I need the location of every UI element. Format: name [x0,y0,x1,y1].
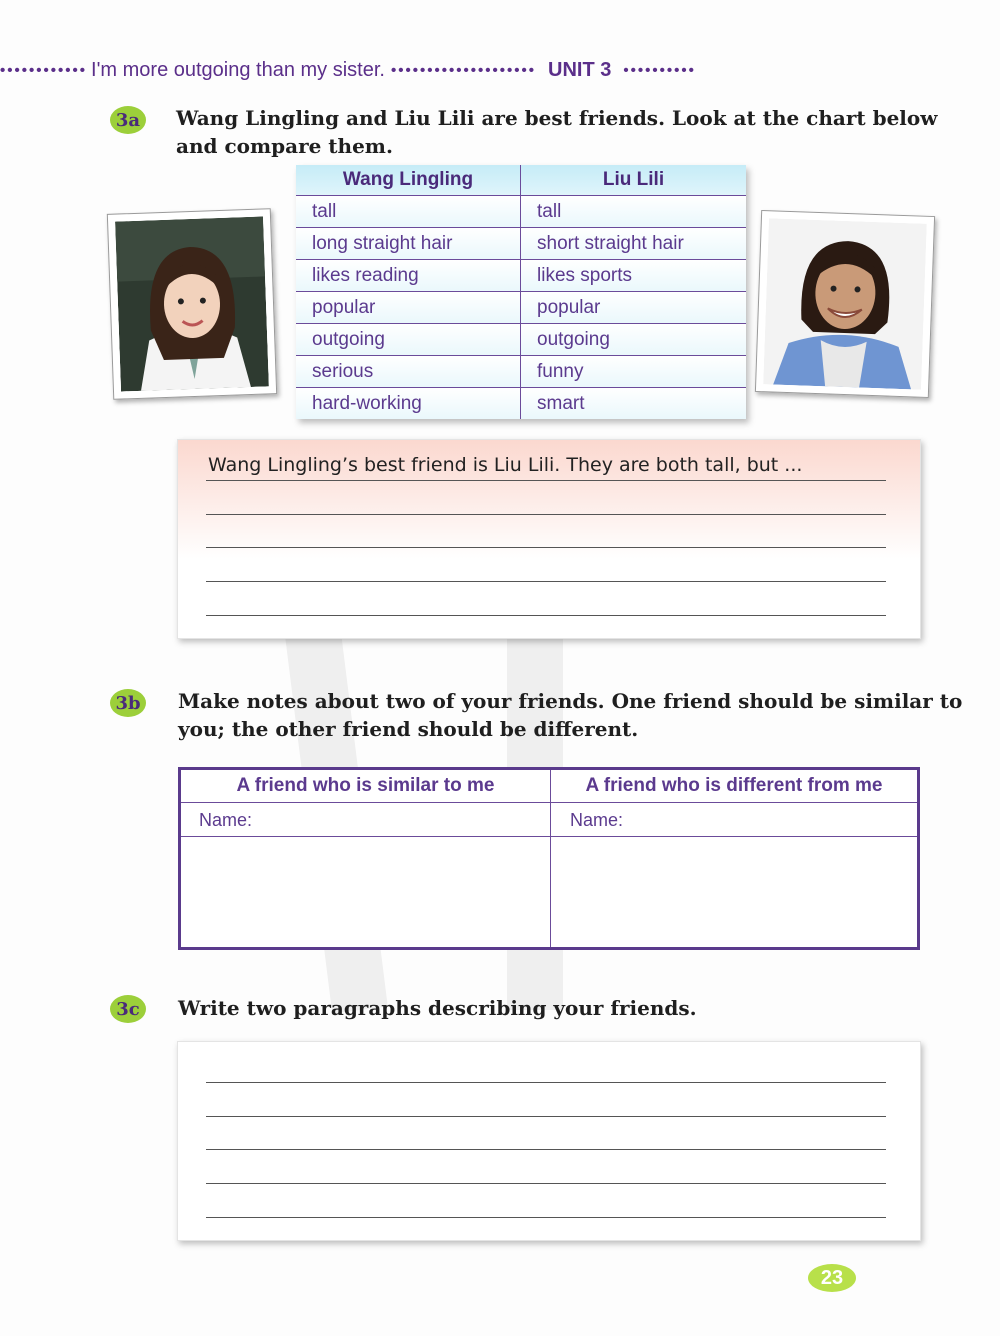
chart-header-row [296,165,746,196]
photo-liu-lili [755,210,935,398]
chart-row [296,356,746,388]
instruction-3b [178,687,962,743]
writing-line [206,514,886,515]
chart-cell-liu: funny [521,356,746,387]
unit-label: UNIT 3 [548,58,612,81]
exercise-badge-3b: 3b [110,689,146,717]
writing-line [206,1082,886,1083]
writing-box-3a[interactable] [177,439,921,639]
notes-table [178,767,920,950]
chart-cell-liu: tall [521,196,746,227]
chart-cell-liu: smart [521,388,746,419]
page-number: 23 [808,1264,856,1292]
instruction-3a-line1: Wang Lingling and Liu Lili are best friends. Look at the chart below [176,106,938,130]
instruction-3a [176,104,937,160]
instruction-3b-line2: you; the other friend should be different. [178,717,639,741]
writing-line [206,1217,886,1218]
exercise-badge-3c: 3c [110,995,146,1023]
chart-row [296,228,746,260]
comparison-chart [296,165,746,419]
page-header [0,56,1000,84]
notes-header-different: A friend who is different from me [585,775,883,796]
chart-cell-wang: tall [296,196,521,227]
writing-line [206,581,886,582]
header-dots-left: •••••••••••• [0,61,88,79]
photo-wang-lingling [107,208,277,400]
photo-wang-lingling-image [115,216,269,391]
writing-line [206,1183,886,1184]
notes-name-divider [181,836,917,837]
chart-row [296,196,746,228]
exercise-badge-3a: 3a [110,106,146,134]
chart-row [296,260,746,292]
chart-header-liu: Liu Lili [602,169,665,190]
header-dots-middle: •••••••••••••••••••• [390,61,537,79]
writing-line [206,615,886,616]
notes-header-divider [181,802,917,803]
writing-line [206,1149,886,1150]
notes-header-similar: A friend who is similar to me [236,775,495,796]
chart-row [296,324,746,356]
chart-cell-wang: likes reading [296,260,521,291]
chart-row [296,388,746,419]
name-label-similar: Name: [199,810,253,830]
writing-line [206,480,886,481]
header-subtitle: I'm more outgoing than my sister. [91,58,385,81]
chart-cell-wang: outgoing [296,324,521,355]
instruction-3a-line2: and compare them. [176,134,393,158]
writing-line [206,1116,886,1117]
chart-cell-liu: outgoing [521,324,746,355]
chart-cell-wang: long straight hair [296,228,521,259]
chart-cell-liu: popular [521,292,746,323]
chart-header-wang: Wang Lingling [296,165,521,195]
photo-liu-lili-image [763,218,927,389]
chart-cell-liu: likes sports [521,260,746,291]
chart-cell-wang: popular [296,292,521,323]
header-dots-right: •••••••••• [623,61,696,79]
chart-cell-wang: hard-working [296,388,521,419]
chart-cell-wang: serious [296,356,521,387]
chart-cell-liu: short straight hair [521,228,746,259]
sample-sentence: Wang Lingling’s best friend is Liu Lili. They are both tall, but ... [208,454,803,476]
instruction-3c: Write two paragraphs describing your friends. [178,996,697,1020]
writing-line [206,547,886,548]
writing-box-3c[interactable] [177,1041,921,1241]
chart-row [296,292,746,324]
instruction-3b-line1: Make notes about two of your friends. One friend should be similar to [178,689,963,713]
name-label-different: Name: [570,810,624,830]
